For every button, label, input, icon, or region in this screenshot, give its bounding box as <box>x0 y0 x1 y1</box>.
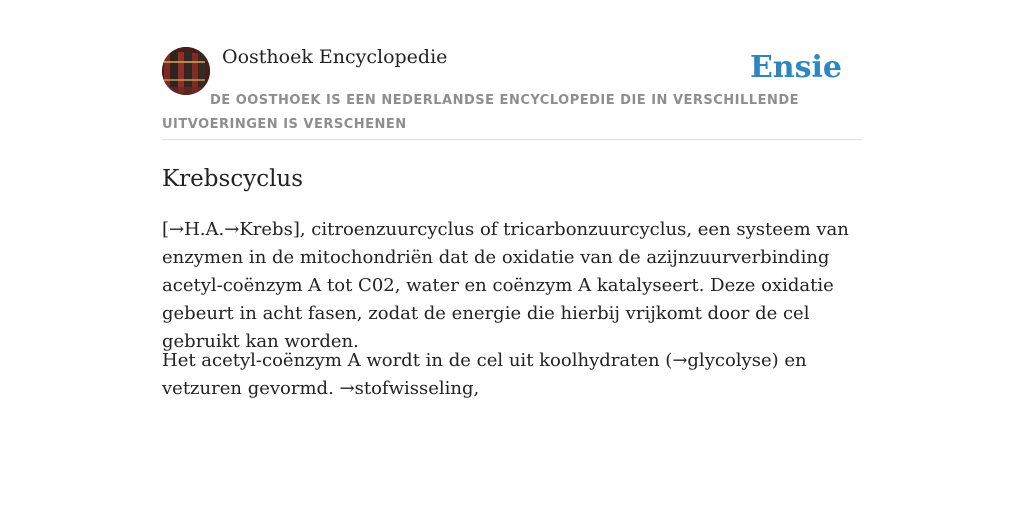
link-glycolyse[interactable]: →glycolyse <box>672 350 772 371</box>
article-paragraph-2 <box>162 347 862 403</box>
site-tagline: DE OOSTHOEK IS EEN NEDERLANDSE ENCYCLOPEDIE DIE IN VERSCHILLENDE UITVOERINGEN IS VERSCHENEN <box>162 93 800 132</box>
article-title: Krebscyclus <box>162 166 304 192</box>
paragraph-text: ], citroenzuurcyclus of tricarbonzuurcyclus, een systeem van enzymen in de mitochondriën dat de oxidatie van de azijnzuurverbinding acetyl-coënzym A tot C02, water en coënzym A katalyseert. Deze oxidatie gebeurt in acht fasen, zodat de energie die hierbij vrijkomt door de cel gebruikt kan worden. <box>162 219 849 352</box>
page-container <box>162 0 862 399</box>
link-krebs[interactable]: →Krebs <box>224 219 293 240</box>
encyclopedia-books-icon[interactable] <box>162 47 210 95</box>
bracket-text: [ <box>162 219 170 240</box>
site-header <box>162 0 862 140</box>
link-stofwisseling[interactable]: →stofwisseling <box>339 378 474 399</box>
paragraph-text: Het acetyl-coënzym A wordt in de cel uit koolhydraten ( <box>162 350 673 371</box>
brand-logo[interactable]: Ensie <box>749 50 842 85</box>
article-paragraph-1 <box>162 216 862 356</box>
paragraph-text: , <box>473 378 480 399</box>
paragraph-text: ) en vetzuren gevormd. <box>162 350 807 399</box>
site-title[interactable]: Oosthoek Encyclopedie <box>222 46 448 68</box>
link-ha[interactable]: →H.A. <box>169 219 225 240</box>
